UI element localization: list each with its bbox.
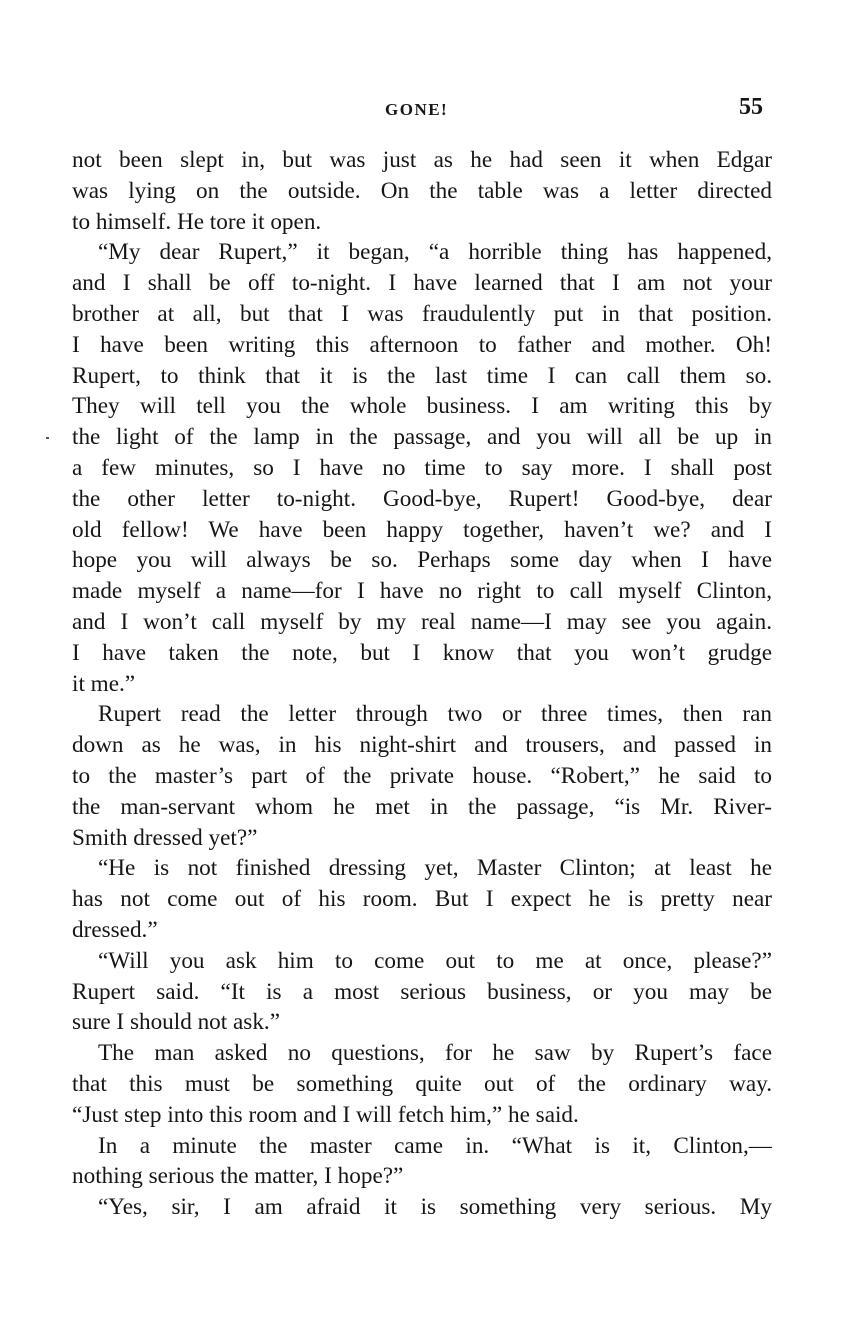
text-line: “Just step into this room and I will fetch him,” he said. [72,1101,579,1128]
text-line: The man asked no questions, for he saw by Rupert’s face [98,1040,772,1067]
text-line: down as he was, in his night-shirt and trousers, and passed in [72,732,772,759]
body-text [72,145,772,1223]
text-line: Rupert said. “It is a most serious business, or you may be [72,978,772,1005]
running-head [0,94,845,124]
text-line: the light of the lamp in the passage, and you will all be up in [72,424,772,451]
running-title: GONE! [385,100,449,119]
text-line: the man-servant whom he met in the passage, “is Mr. River- [72,793,772,820]
text-line: nothing serious the matter, I hope?” [72,1163,404,1190]
text-line: They will tell you the whole business. I am writing this by [72,393,772,420]
page-number: 55 [739,94,763,120]
text-line: sure I should not ask.” [72,1009,281,1036]
text-line: “My dear Rupert,” it began, “a horrible thing has happened, [98,239,772,266]
text-line: made myself a name—for I have no right to call myself Clinton, [72,578,772,605]
text-line: not been slept in, but was just as he had seen it when Edgar [72,147,772,173]
text-line: the other letter to-night. Good-bye, Rupert! Good-bye, dear [72,485,772,512]
text-line: dressed.” [72,916,158,943]
text-line: that this must be something quite out of the ordinary way. [72,1070,772,1097]
text-line: a few minutes, so I have no time to say more. I shall post [72,454,772,481]
text-line: Rupert, to think that it is the last time I can call them so. [72,362,772,389]
text-line: “Will you ask him to come out to me at once, please?” [98,947,772,974]
text-line: “He is not finished dressing yet, Master Clinton; at least he [98,855,772,882]
text-line: hope you will always be so. Perhaps some day when I have [72,547,772,574]
text-line: “Yes, sir, I am afraid it is something very serious. My [98,1194,772,1221]
margin-mark [46,437,49,439]
text-line: I have been writing this afternoon to father and mother. Oh! [72,331,772,358]
text-line: and I shall be off to-night. I have learned that I am not your [72,270,772,297]
text-line: Smith dressed yet?” [72,824,258,851]
text-line: and I won’t call myself by my real name—I may see you again. [72,608,772,635]
text-line: brother at all, but that I was fraudulently put in that position. [72,300,772,327]
text-line: In a minute the master came in. “What is it, Clinton,— [98,1132,772,1159]
text-line: I have taken the note, but I know that you won’t grudge [72,639,772,666]
text-line: it me.” [72,670,136,697]
text-line: to himself. He tore it open. [72,208,322,235]
text-line: old fellow! We have been happy together, haven’t we? and I [72,516,772,543]
text-line: was lying on the outside. On the table was a letter directed [72,177,772,204]
text-line: Rupert read the letter through two or three times, then ran [98,701,772,728]
text-line: has not come out of his room. But I expect he is pretty near [72,886,772,913]
text-line: to the master’s part of the private house. “Robert,” he said to [72,762,772,789]
